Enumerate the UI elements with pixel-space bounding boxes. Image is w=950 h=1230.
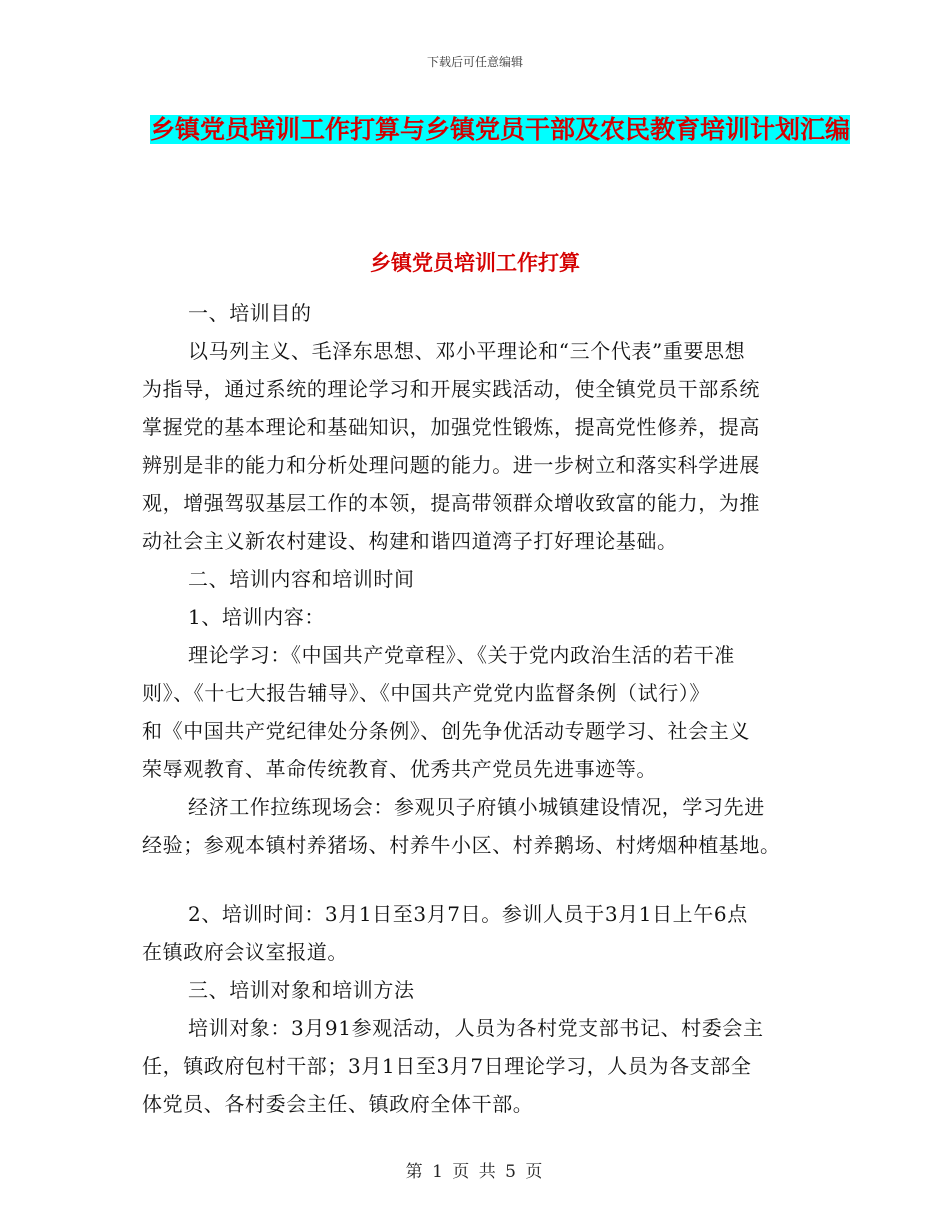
paragraph-line: 和《中国共产党纪律处分条例》、创先争优活动专题学习、社会主义 <box>142 719 750 743</box>
paragraph-line: 体党员、各村委会主任、镇政府全体干部。 <box>142 1092 534 1116</box>
paragraph-line: 观，增强驾驭基层工作的本领，提高带领群众增收致富的能力，为推 <box>142 491 760 515</box>
document-title <box>140 108 860 152</box>
document-title-text: 乡镇党员培训工作打算与乡镇党员干部及农民教育培训计划汇编 <box>149 115 850 144</box>
paragraph-line: 辨别是非的能力和分析处理问题的能力。进一步树立和落实科学进展 <box>142 453 760 477</box>
paragraph-line: 经验；参观本镇村养猪场、村养牛小区、村养鹅场、村烤烟种植基地。 <box>142 833 781 857</box>
subheading-content: 1、培训内容： <box>188 605 325 629</box>
paragraph-line: 理论学习：《中国共产党章程》、《关于党内政治生活的若干准 <box>188 643 735 667</box>
heading-content-and-time: 二、培训内容和培训时间 <box>188 567 415 591</box>
paragraph-line: 培训对象：3月91参观活动，人员为各村党支部书记、村委会主 <box>188 1016 764 1040</box>
paragraph-line: 任，镇政府包村干部；3月1日至3月7日理论学习，人员为各支部全 <box>142 1054 752 1078</box>
paragraph-line: 以马列主义、毛泽东思想、邓小平理论和“三个代表”重要思想 <box>188 339 746 363</box>
paragraph-line: 掌握党的基本理论和基础知识，加强党性锻炼，提高党性修养，提高 <box>142 415 760 439</box>
paragraph-line: 动社会主义新农村建设、构建和谐四道湾子打好理论基础。 <box>142 529 678 553</box>
section-title: 乡镇党员培训工作打算 <box>370 251 580 275</box>
paragraph-line: 为指导，通过系统的理论学习和开展实践活动，使全镇党员干部系统 <box>142 377 760 401</box>
paragraph-line: 在镇政府会议室报道。 <box>142 940 348 964</box>
paragraph-line: 2、培训时间：3月1日至3月7日。参训人员于3月1日上午6点 <box>188 902 748 926</box>
paragraph-line: 荣辱观教育、革命传统教育、优秀共产党员先进事迹等。 <box>142 757 657 781</box>
paragraph-line: 则》、《十七大报告辅导》、《中国共产党党内监督条例（试行）》 <box>142 681 710 705</box>
paragraph-line: 经济工作拉练现场会：参观贝子府镇小城镇建设情况，学习先进 <box>188 795 765 819</box>
page-footer: 第 1 页 共 5 页 <box>405 1162 545 1182</box>
header-note: 下载后可任意编辑 <box>426 55 523 69</box>
heading-training-purpose: 一、培训目的 <box>188 301 312 325</box>
heading-targets-and-methods: 三、培训对象和培训方法 <box>188 978 415 1002</box>
